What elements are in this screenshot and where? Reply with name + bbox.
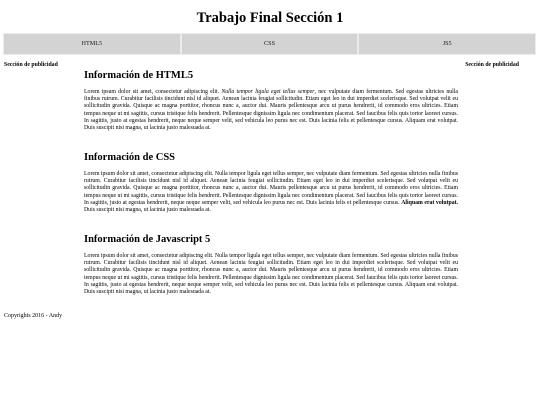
section-html5 (84, 70, 458, 132)
section-css-text-start: Lorem ipsum dolor sit amet, consectetur adipiscing elit. Nulla tempor ligula eget tellus semper, nec vulputate diam fermentum. Sed egestas ultricies nulla finibus rutrum. Curabitur facilisis tincidunt nisl id aliquet. Aenean lacinia feugiat sollicitudin. Etiam eget leo in dui imperdiet scelerisque. Sed volutpat velit eu sollicitudin gravida. Quisque ac magna porttitor, rhoncus nunc a, auctor dui. Mauris pellentesque arcu ut purus hendrerit, id commodo eros ultricies. Etiam tempus neque ut mi sagittis, cursus tristique felis hendrerit. Pellentesque dignissim ligula nec condimentum placerat. Sed faucibus felis quis tortor laoreet cursus. In sagittis, justo at egestas hendrerit, neque neque semper velit, sed vehicula leo purus nec est. Duis lacinia felis et pellentesque cursus. (84, 171, 458, 206)
aside-left-ad-label: Sección de publicidad (4, 62, 58, 68)
section-css-bold-text: Aliquam erat volutpat. (401, 199, 458, 206)
section-html5-text-start: Lorem ipsum dolor sit amet, consectetur adipiscing elit. (84, 89, 222, 95)
main-nav (3, 33, 536, 55)
aside-right-ad-label: Sección de publicidad (465, 62, 519, 68)
nav-item-js5[interactable]: JS5 (358, 33, 536, 55)
section-css-paragraph (84, 171, 458, 214)
section-javascript (84, 234, 458, 296)
section-html5-italic-text: Nulla tempor ligula eget tellus semper (221, 89, 315, 95)
page-title: Trabajo Final Sección 1 (196, 10, 344, 26)
section-css (84, 152, 458, 214)
nav-item-html5[interactable]: HTML5 (3, 33, 181, 55)
section-javascript-paragraph: Lorem ipsum dolor sit amet, consectetur adipiscing elit. Nulla tempor ligula eget tellus semper, nec vulputate diam fermentum. Sed egestas ultricies nulla finibus rutrum. Curabitur facilisis tincidunt nisl id aliquet. Aenean lacinia feugiat sollicitudin. Etiam eget leo in dui imperdiet scelerisque. Sed volutpat velit eu sollicitudin gravida. Quisque ac magna porttitor, rhoncus nunc a, auctor dui. Mauris pellentesque arcu ut purus hendrerit, id commodo eros ultricies. Etiam tempus neque ut mi sagittis, cursus tristique felis hendrerit. Pellentesque dignissim ligula nec condimentum placerat. Sed faucibus felis quis tortor laoreet cursus. In sagittis, justo at egestas hendrerit, neque neque semper velit, sed vehicula leo purus nec est. Duis lacinia felis et pellentesque cursus. Aliquam erat volutpat. Duis suscipit nisi magna, ut lacinia justo malesuada at. (84, 253, 458, 296)
section-css-title: Información de CSS (84, 152, 176, 163)
section-javascript-title: Información de Javascript 5 (84, 234, 211, 245)
section-html5-title: Información de HTML5 (84, 70, 194, 81)
section-html5-text-end: , nec vulputate diam fermentum. Sed egestas ultricies nulla finibus rutrum. Curabitur facilisis tincidunt nisl id aliquet. Aenean lacinia feugiat sollicitudin. Etiam eget leo in dui imperdiet scelerisque. Sed volutpat velit eu sollicitudin gravida. Quisque ac magna porttitor, rhoncus nunc a, auctor dui. Mauris pellentesque arcu ut purus hendrerit, id commodo eros ultricies. Etiam tempus neque ut mi sagittis, cursus tristique felis hendrerit. Pellentesque dignissim ligula nec condimentum placerat. Sed faucibus felis quis tortor laoreet cursus. In sagittis, justo at egestas hendrerit, neque neque semper velit, sed vehicula leo purus nec est. Duis lacinia felis et pellentesque cursus. Aliquam erat volutpat. Duis suscipit nisi magna, ut lacinia justo malesuada at. (84, 89, 458, 132)
footer-copyright: Copyrights 2016 - Andy (4, 313, 63, 319)
nav-item-css[interactable]: CSS (181, 33, 359, 55)
section-css-text-end: Duis suscipit nisi magna, ut lacinia justo malesuada at. (84, 207, 211, 214)
section-html5-paragraph (84, 89, 458, 132)
